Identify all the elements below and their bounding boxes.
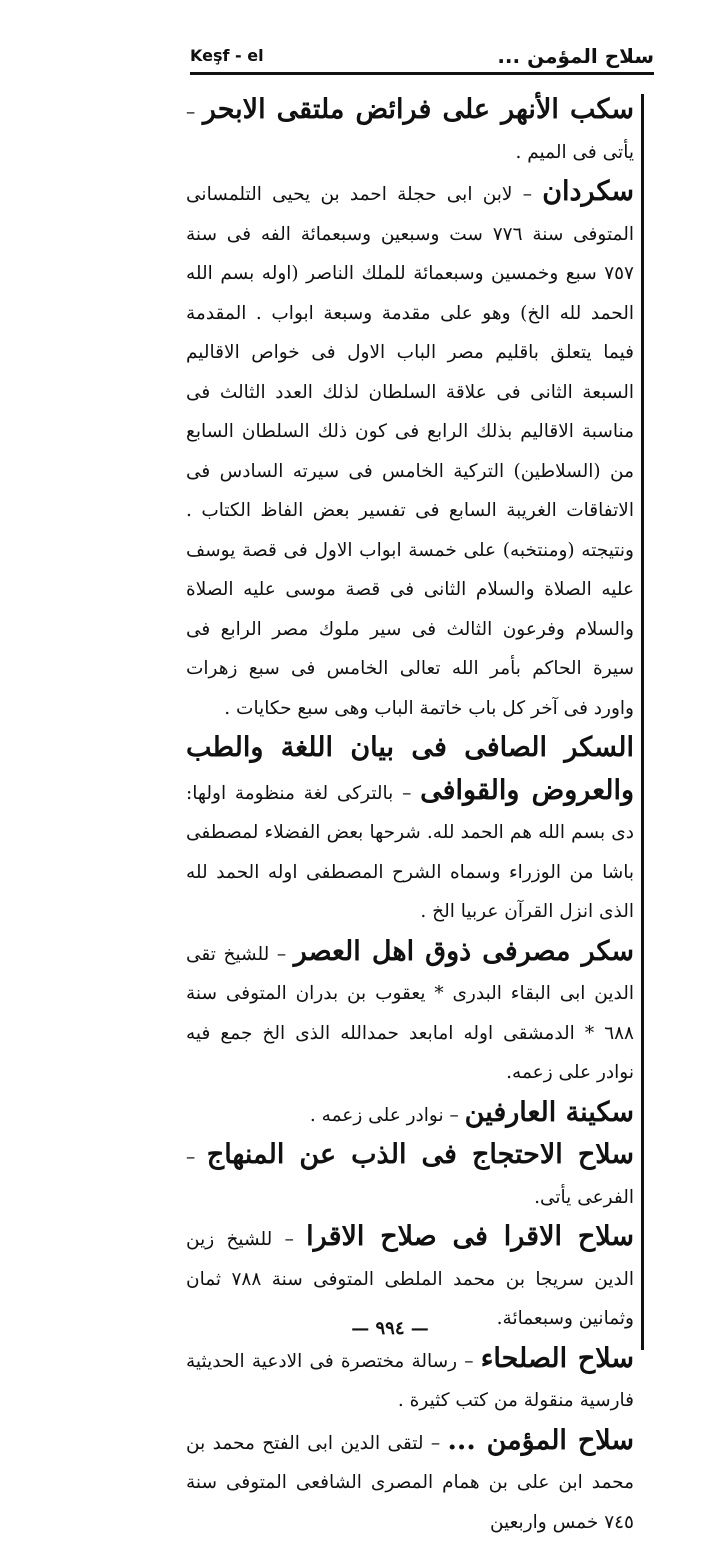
page-header <box>190 44 654 75</box>
entry <box>186 932 634 1093</box>
entry-title: سكردان <box>542 176 634 207</box>
entry-title: سكينة العارفين <box>465 1097 634 1128</box>
entry-body: – الفرعى يأتى. <box>186 1147 634 1208</box>
entry <box>186 728 634 932</box>
entry-body: – رسالة مختصرة فى الادعية الحديثية فارسية منقولة من كتب كثيرة . <box>186 1351 634 1412</box>
entry-title: سكب الأنهر على فرائض ملتقى الابحر <box>203 94 634 125</box>
entry-body: – للشيخ تقى الدين ابى البقاء البدرى * يعقوب بن بدران المتوفى سنة ٦٨٨ * الدمشقى اوله امابعد حمدالله الذى الخ جمع فيه نوادر على زعمه. <box>186 944 634 1084</box>
entry <box>186 1093 634 1136</box>
page-number: — ٩٩٤ — <box>330 1318 450 1339</box>
entry-title: السكر الصافى فى بيان اللغة والطب والعروض والقوافى <box>186 732 634 806</box>
entry-body: – لابن ابى حجلة احمد بن يحيى التلمسانى المتوفى سنة ٧٧٦ ست وسبعين وسبعمائة الفه فى سنة ٧٥٧ سبع وخمسين وسبعمائة للملك الناصر (اوله بسم الله الحمد لله الخ) وهو على مقدمة وسبعة ابواب . المقدمة فيما يتعلق باقليم مصر الباب الاول فى خواص الاقاليم السبعة الثانى فى علاقة السلطان لذلك العدد الثالث فى مناسبة الاقاليم بذلك الرابع فى كون ذلك السلطان السابع من (السلاطين) التركية الخامس فى سيرته السادس فى الاتفاقات الغريبة السابع فى تفسير بعض الفاظ الكتاب . ونتيجته (ومنتخبه) على خمسة ابواب الاول فى قصة يوسف عليه الصلاة والسلام الثانى فى قصة موسى عليه الصلاة والسلام وفرعون الثالث فى سير ملوك مصر الرابع فى سيرة الحاكم بأمر الله تعالى الخامس فى سبع زهرات واورد فى آخر كل باب خاتمة الباب وهى سبع حكايات . <box>186 184 634 719</box>
entry-body: – بالتركى لغة منظومة اولها: دى بسم الله هم الحمد لله. شرحها بعض الفضلاء لمصطفى باشا من الوزراء وسماه الشرح المصطفى اوله الحمد لله الذى انزل القرآن عربيا الخ . <box>186 783 634 923</box>
entry-body: – يأتى فى الميم . <box>186 102 634 163</box>
entry <box>186 172 634 728</box>
entry-title: سلاح الاقرا فى صلاح الاقرا <box>306 1221 634 1252</box>
entry-title: سلاح المؤمن ... <box>448 1425 634 1456</box>
entry-title: سكر مصرفى ذوق اهل العصر <box>294 936 634 967</box>
entry-body: – للشيخ زين الدين سريجا بن محمد الملطى المتوفى سنة ٧٨٨ ثمان وثمانين وسبعمائة. <box>186 1229 634 1329</box>
margin-rule <box>641 94 644 1350</box>
entry-body: – لتقى الدين ابى الفتح محمد بن محمد ابن على بن همام المصرى الشافعى المتوفى سنة ٧٤٥ خمس واربعين <box>186 1433 634 1533</box>
entry-title: سلاح الاحتجاج فى الذب عن المنهاج <box>207 1139 634 1170</box>
entry <box>186 1135 634 1217</box>
entry-body: – نوادر على زعمه . <box>310 1105 465 1126</box>
running-title: سلاح المؤمن ... <box>497 44 654 68</box>
entry <box>186 1339 634 1421</box>
side-label: Keşf - el <box>190 46 264 65</box>
entry <box>186 90 634 172</box>
entry-title: سلاح الصلحاء <box>481 1343 634 1374</box>
entry <box>186 1421 634 1542</box>
